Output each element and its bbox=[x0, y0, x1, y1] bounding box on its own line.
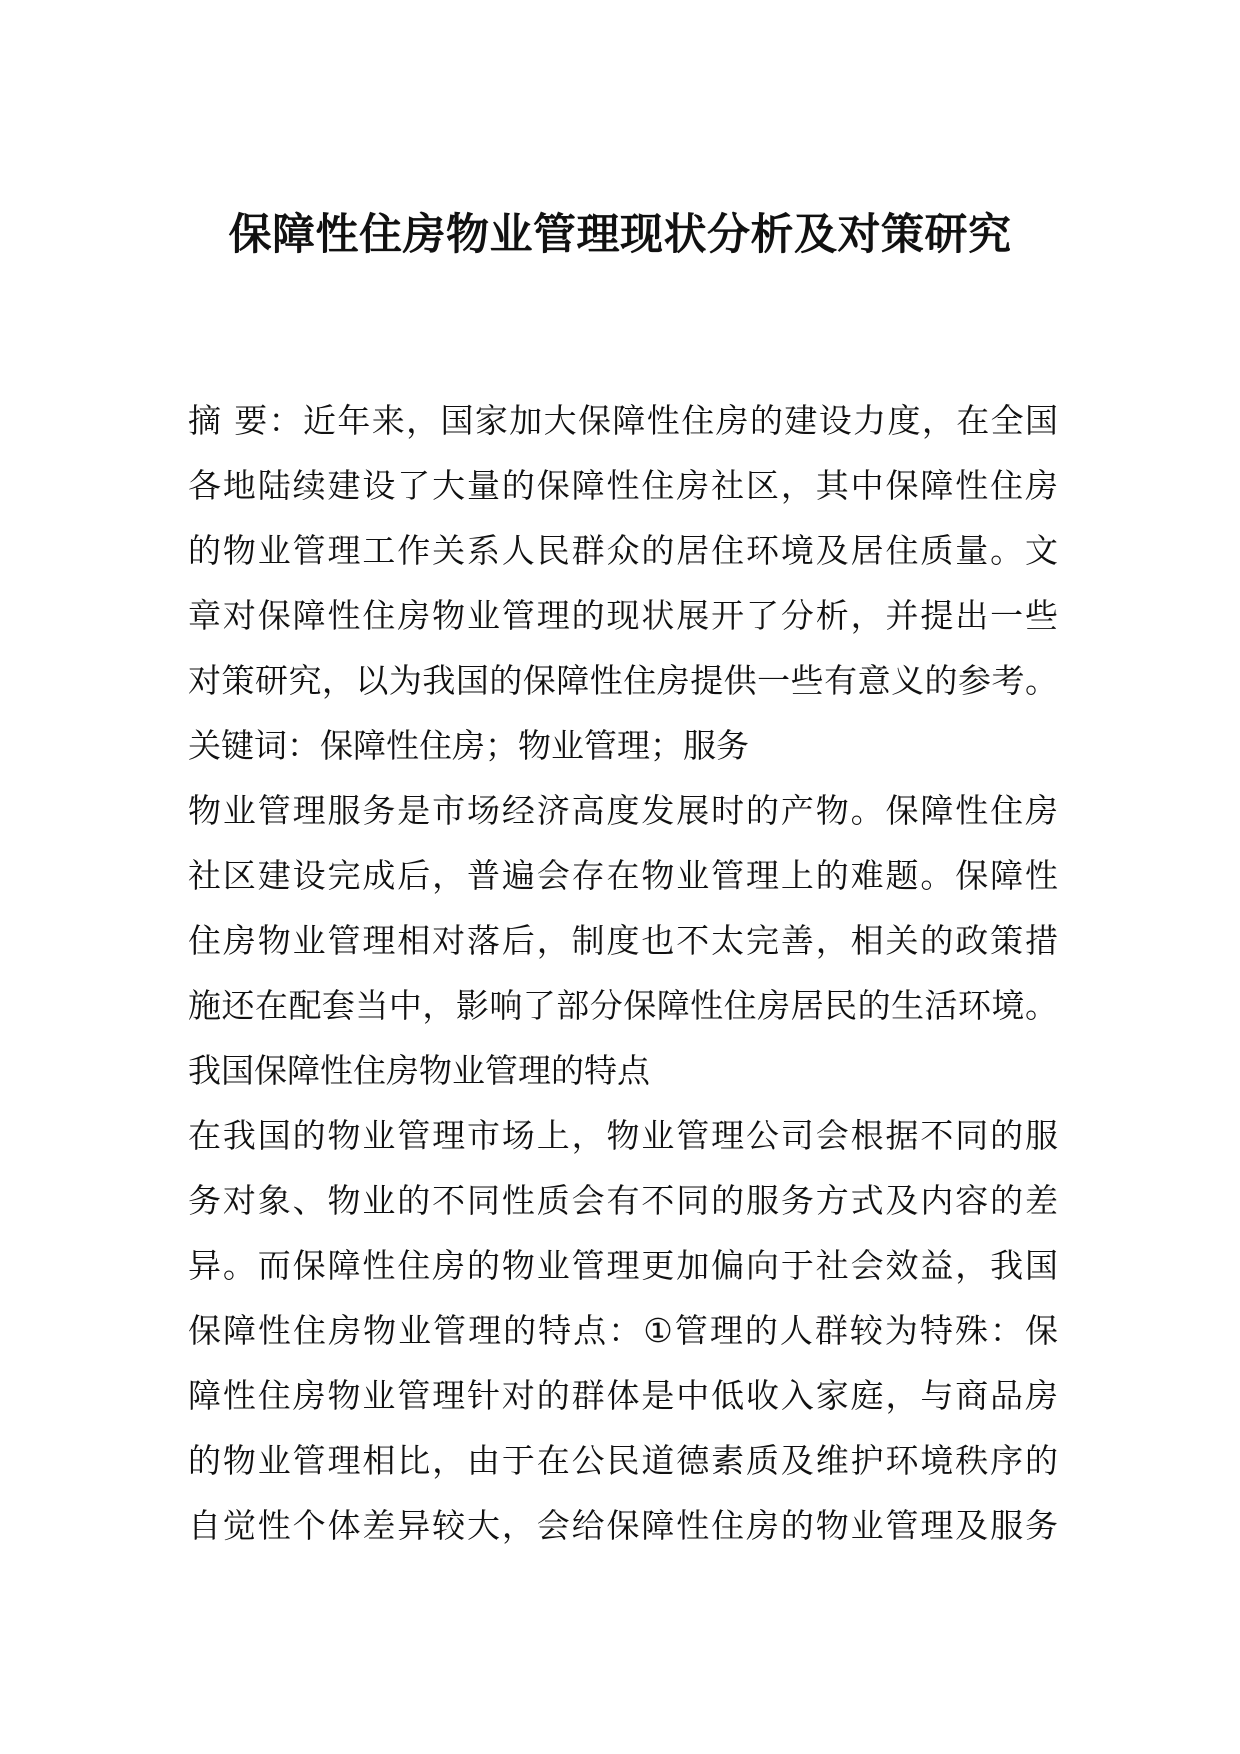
text-line: 各地陆续建设了大量的保障性住房社区，其中保障性住房 bbox=[188, 466, 1058, 505]
text-line: 我国保障性住房物业管理的特点 bbox=[188, 1051, 650, 1090]
document-title: 保障性住房物业管理现状分析及对策研究 bbox=[228, 210, 1012, 260]
text-line: 的物业管理相比，由于在公民道德素质及维护环境秩序的 bbox=[188, 1441, 1058, 1480]
text-line: 社区建设完成后，普遍会存在物业管理上的难题。保障性 bbox=[188, 856, 1058, 895]
document-body bbox=[188, 388, 1058, 1558]
text-line: 的物业管理工作关系人民群众的居住环境及居住质量。文 bbox=[188, 531, 1058, 570]
text-line: 务对象、物业的不同性质会有不同的服务方式及内容的差 bbox=[188, 1181, 1058, 1220]
text-line: 摘 要：近年来，国家加大保障性住房的建设力度，在全国 bbox=[188, 401, 1058, 440]
text-line: 施还在配套当中，影响了部分保障性住房居民的生活环境。 bbox=[188, 986, 1058, 1025]
text-line: 关键词：保障性住房；物业管理；服务 bbox=[188, 726, 749, 765]
text-line: 异。而保障性住房的物业管理更加偏向于社会效益，我国 bbox=[188, 1246, 1058, 1285]
text-line: 在我国的物业管理市场上，物业管理公司会根据不同的服 bbox=[188, 1116, 1058, 1155]
text-line: 保障性住房物业管理的特点：①管理的人群较为特殊：保 bbox=[188, 1311, 1058, 1350]
text-line: 障性住房物业管理针对的群体是中低收入家庭，与商品房 bbox=[188, 1376, 1058, 1415]
text-line: 物业管理服务是市场经济高度发展时的产物。保障性住房 bbox=[188, 791, 1058, 830]
text-line: 对策研究，以为我国的保障性住房提供一些有意义的参考。 bbox=[188, 661, 1058, 700]
text-line: 章对保障性住房物业管理的现状展开了分析，并提出一些 bbox=[188, 596, 1058, 635]
text-line: 住房物业管理相对落后，制度也不太完善，相关的政策措 bbox=[188, 921, 1058, 960]
text-line: 自觉性个体差异较大，会给保障性住房的物业管理及服务 bbox=[188, 1506, 1058, 1545]
